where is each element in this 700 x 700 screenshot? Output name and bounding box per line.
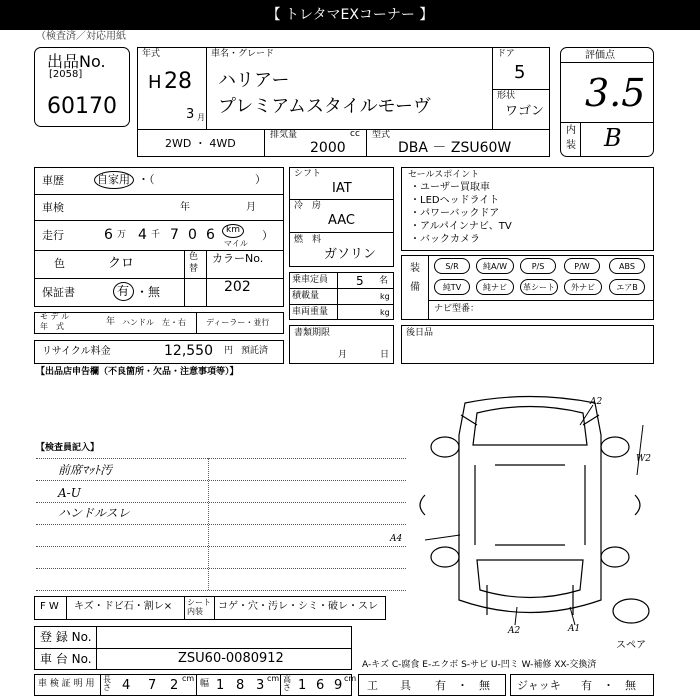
color-no-value: 202 [224, 279, 251, 295]
defects-title: 【出品店申告欄（不良箇所・欠品・注意事項等）】 [36, 367, 239, 377]
recycle-unit: 円 [224, 346, 234, 356]
cert-length-d1: 4 [122, 678, 131, 693]
tools-label: 工 具 [367, 679, 411, 692]
shift-label: シフト [294, 169, 322, 179]
banner-title: 【 トレタマEXコーナー 】 [266, 7, 434, 23]
fuel-value: ガソリン [324, 247, 377, 262]
damage-mark: A2 [590, 397, 603, 407]
recycle-label: リサイクル料金 [42, 346, 111, 357]
ac-value: AAC [328, 213, 355, 228]
header-note: （検査済／対応用紙 [36, 31, 126, 42]
registration-label: 登 録 No. [40, 630, 92, 644]
history-circled: 自家用 [97, 173, 130, 186]
inspector-line: ハンドルスレ [58, 506, 130, 520]
mileage-d5: 6 [206, 227, 215, 243]
interior-label-2: 装 [566, 140, 576, 151]
mileage-u1: 万 [117, 230, 127, 240]
notes-box [401, 325, 654, 364]
year-era: H [148, 72, 162, 93]
warranty-rest: ・無 [136, 285, 161, 299]
inspection-month-unit: 月 [246, 202, 256, 213]
cert-height-d1: 1 [298, 678, 307, 693]
recycle-note: 預託済 [241, 346, 269, 356]
cert-height-d3: 9 [334, 678, 343, 693]
doors-label: ドア [497, 49, 515, 59]
equip-navi: 純ナビ [476, 279, 514, 295]
jack-value: 有 ・ 無 [581, 679, 636, 692]
sales-point-item: ・バックカメラ [410, 234, 480, 245]
cert-width-unit: cm [267, 674, 280, 683]
model-year-label-2: 年 式 [40, 322, 64, 331]
shift-value: IAT [332, 181, 352, 196]
inspector-title: 【検査員記入】 [36, 443, 100, 453]
color-change-2: 替 [189, 264, 199, 274]
notes-label: 後日品 [406, 328, 434, 338]
cert-width-d1: 1 [216, 678, 225, 693]
warranty-label: 保証書 [42, 286, 75, 299]
sales-point-item: ・LEDヘッドライト [410, 195, 500, 206]
shape-label: 形状 [497, 91, 516, 101]
equip-ps: P/S [520, 258, 556, 274]
fw-items: キズ・ドビ石・割レ× [74, 601, 173, 612]
equip-tv: 純TV [434, 279, 470, 295]
mileage-d1: 6 [104, 227, 113, 243]
jack-label: ジャッキ [517, 679, 561, 692]
cert-length-label: 長さ [103, 675, 111, 692]
weight-label: 車両重量 [292, 307, 329, 317]
docs-month-unit: 月 [338, 350, 348, 360]
shape-value: ワゴン [505, 104, 545, 119]
history-rest: ・（ [138, 173, 155, 186]
equip-leather: 革シート [520, 279, 558, 295]
history-close: ） [255, 173, 266, 186]
equipment-label-1: 装 [410, 263, 420, 274]
cert-length-d3: 2 [170, 678, 179, 693]
cert-length-d2: 7 [148, 678, 157, 693]
equip-aw: 純A/W [476, 258, 514, 274]
ac-label: 冷 房 [294, 201, 322, 211]
displacement-label: 排気量 [270, 130, 298, 140]
weight-unit: kg [380, 308, 390, 317]
color-change-1: 色 [189, 252, 199, 262]
mileage-mile: マイル [224, 239, 248, 248]
cert-width-label: 幅 [200, 679, 210, 689]
sales-point-item: ・アルパインナビ、TV [410, 221, 512, 232]
inspection-label: 車検 [42, 201, 64, 214]
mileage-d2: 4 [138, 227, 147, 243]
name-label: 車名・グレード [211, 49, 275, 59]
damage-mark: A4 [390, 534, 403, 544]
score-label: 評価点 [585, 50, 615, 61]
inspector-line: 前席ﾏｯﾄ汚 [58, 463, 113, 477]
sales-point-item: ・ユーザー買取車 [410, 182, 490, 193]
sales-points-box [401, 167, 654, 251]
model-year-label-1: モ デ ル [40, 312, 70, 321]
sales-points-label: セールスポイント [408, 170, 480, 180]
equip-ext-navi: 外ナビ [564, 279, 602, 295]
cert-height-d2: 6 [316, 678, 325, 693]
year-value: 28 [164, 69, 192, 94]
damage-legend: A-キズ C-腐食 E-エクボ S-サビ U-凹ミ W-補修 XX-交換済 [362, 660, 597, 670]
capacity-label: 乗車定員 [292, 275, 329, 285]
banner [0, 0, 700, 30]
handle-side: ハンドル 左・右 [122, 318, 186, 327]
damage-mark: A1 [568, 624, 581, 634]
mileage-label: 走行 [42, 229, 64, 242]
interior-label-1: 内 [566, 125, 576, 136]
lot-label: 出品No. [47, 52, 106, 71]
equip-abs: ABS [609, 258, 645, 274]
car-name: ハリアー [218, 70, 290, 91]
history-label: 車歴 [42, 174, 64, 187]
sales-point-item: ・パワーバックドア [410, 208, 500, 219]
docs-day-unit: 日 [380, 350, 390, 360]
tools-box [358, 674, 506, 696]
fw-label: F W [40, 601, 59, 612]
load-unit: kg [380, 292, 390, 301]
cert-width-d2: 8 [236, 678, 245, 693]
load-label: 積載量 [292, 291, 320, 301]
inspection-year-unit: 年 [180, 202, 190, 213]
mileage-close: ） [262, 229, 273, 242]
cert-label: 車 検 証 明 用 [38, 679, 95, 689]
lot-sub: [2058] [49, 69, 83, 80]
chassis-value: ZSU60-0080912 [178, 651, 284, 666]
car-diagram [405, 385, 665, 645]
dealer-type: ディーラー・並行 [206, 318, 270, 327]
warranty-circled: 有 [117, 284, 130, 298]
tools-value: 有 ・ 無 [435, 679, 490, 692]
interior-value: B [604, 124, 622, 152]
lot-number: 60170 [47, 94, 117, 119]
cert-height-label: 高さ [283, 675, 291, 692]
displacement-unit: cc [350, 129, 360, 139]
doors-value: 5 [514, 62, 526, 83]
damage-mark: A2 [508, 626, 521, 636]
equip-airbag: エアB [609, 279, 645, 295]
equip-pw: P/W [564, 258, 600, 274]
year-month-unit: 月 [197, 113, 205, 122]
color-value: クロ [108, 256, 135, 271]
seat-label: シート内装 [187, 598, 211, 616]
equipment-label-2: 備 [410, 282, 420, 293]
navi-label: ナビ型番： [434, 304, 480, 314]
model-label: 型式 [372, 130, 391, 140]
model-year-unit: 年 [106, 317, 116, 327]
capacity-value: 5 [356, 274, 364, 288]
color-no-label: カラーNo. [212, 252, 264, 265]
color-label: 色 [54, 257, 65, 270]
displacement-value: 2000 [310, 140, 346, 156]
chassis-label: 車 台 No. [40, 652, 92, 666]
cert-width-d3: 3 [256, 678, 265, 693]
cert-height-unit: cm [344, 674, 357, 683]
spare-label: スペア [616, 640, 646, 651]
jack-box [510, 674, 654, 696]
seat-items: コゲ・穴・汚レ・シミ・破レ・スレ [218, 601, 378, 612]
mileage-d4: 0 [188, 227, 197, 243]
inspector-line: A-U [58, 486, 81, 500]
cert-length-unit: cm [182, 674, 195, 683]
capacity-unit: 名 [379, 276, 389, 286]
damage-mark: W2 [636, 454, 651, 464]
score-value: 3.5 [585, 71, 646, 115]
drive-value: 2WD ・ 4WD [165, 137, 236, 150]
recycle-value: 12,550 [164, 343, 213, 359]
equip-sr: S/R [434, 258, 470, 274]
mileage-km: km [226, 225, 240, 235]
fuel-label: 燃 料 [294, 235, 322, 245]
year-label: 年式 [142, 49, 161, 59]
lot-box [34, 47, 130, 127]
car-grade: プレミアムスタイルモーヴ [218, 96, 431, 117]
docs-label: 書類期限 [294, 328, 331, 338]
mileage-d3: 7 [170, 227, 179, 243]
model-value: DBA － ZSU60W [398, 140, 512, 156]
mileage-u2: 千 [151, 230, 161, 240]
year-month: 3 [186, 107, 195, 122]
